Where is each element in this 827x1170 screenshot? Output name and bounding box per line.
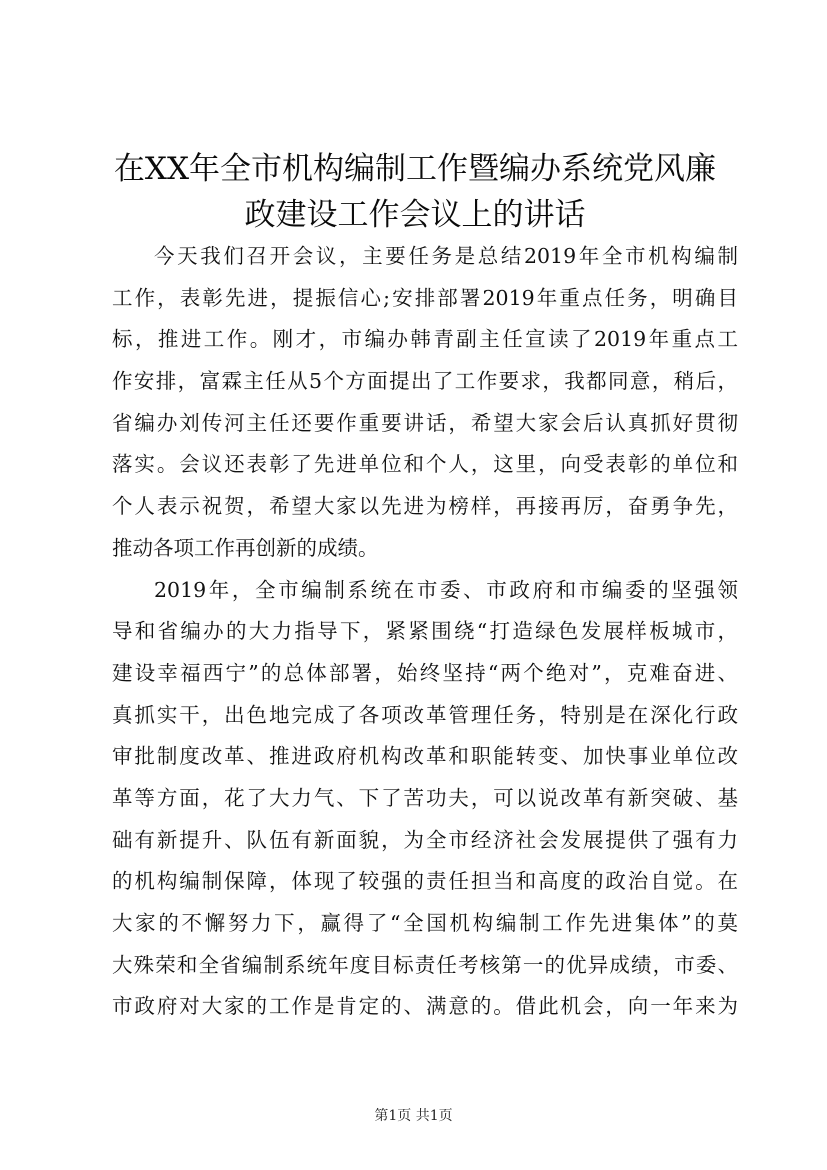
paragraph (112, 236, 738, 570)
text-line: 大殊荣和全省编制系统年度目标责任考核第一的优异成绩，市委、 (112, 952, 738, 977)
text-line: 建设幸福西宁”的总体部署，始终坚持“两个绝对”，克难奋进、 (112, 660, 738, 685)
text-line: 市政府对大家的工作是肯定的、满意的。借此机会，向一年来为 (112, 994, 738, 1019)
document-body (112, 236, 738, 1028)
text-line: 础有新提升、队伍有新面貌，为全市经济社会发展提供了强有力 (112, 827, 738, 852)
text-line: 推动各项工作再创新的成绩。 (112, 535, 379, 560)
text-line: 真抓实干，出色地完成了各项改革管理任务，特别是在深化行政 (112, 702, 738, 727)
title-line: 政建设工作会议上的讲话 (244, 197, 586, 233)
text-line: 作安排，富霖主任从5个方面提出了工作要求，我都同意，稍后， (112, 369, 738, 394)
paragraph (112, 570, 738, 1029)
text-line: 审批制度改革、推进政府机构改革和职能转变、加快事业单位改 (112, 744, 738, 769)
text-line: 省编办刘传河主任还要作重要讲话，希望大家会后认真抓好贯彻 (112, 410, 738, 435)
page-number-label: 第1页 共1页 (374, 1108, 453, 1124)
text-line: 今天我们召开会议，主要任务是总结2019年全市机构编制 (154, 244, 738, 268)
document-title (110, 146, 720, 238)
title-line: 在XX年全市机构编制工作暨编办系统党风廉 (113, 151, 717, 187)
text-line: 革等方面，花了大力气、下了苦功夫，可以说改革有新突破、基 (112, 785, 738, 810)
text-line: 大家的不懈努力下，赢得了“全国机构编制工作先进集体”的莫 (112, 911, 738, 935)
text-line: 标，推进工作。刚才，市编办韩青副主任宣读了2019年重点工 (112, 327, 738, 352)
text-line: 个人表示祝贺，希望大家以先进为榜样，再接再厉，奋勇争先， (112, 494, 738, 519)
text-line: 的机构编制保障，体现了较强的责任担当和高度的政治自觉。在 (112, 869, 738, 894)
text-line: 落实。会议还表彰了先进单位和个人，这里，向受表彰的单位和 (112, 452, 738, 477)
text-line: 2019年，全市编制系统在市委、市政府和市编委的坚强领 (154, 577, 738, 602)
text-line: 工作，表彰先进，提振信心;安排部署2019年重点任务，明确目 (112, 285, 738, 310)
page-footer (0, 1106, 827, 1126)
text-line: 导和省编办的大力指导下，紧紧围绕“打造绿色发展样板城市， (112, 619, 738, 644)
